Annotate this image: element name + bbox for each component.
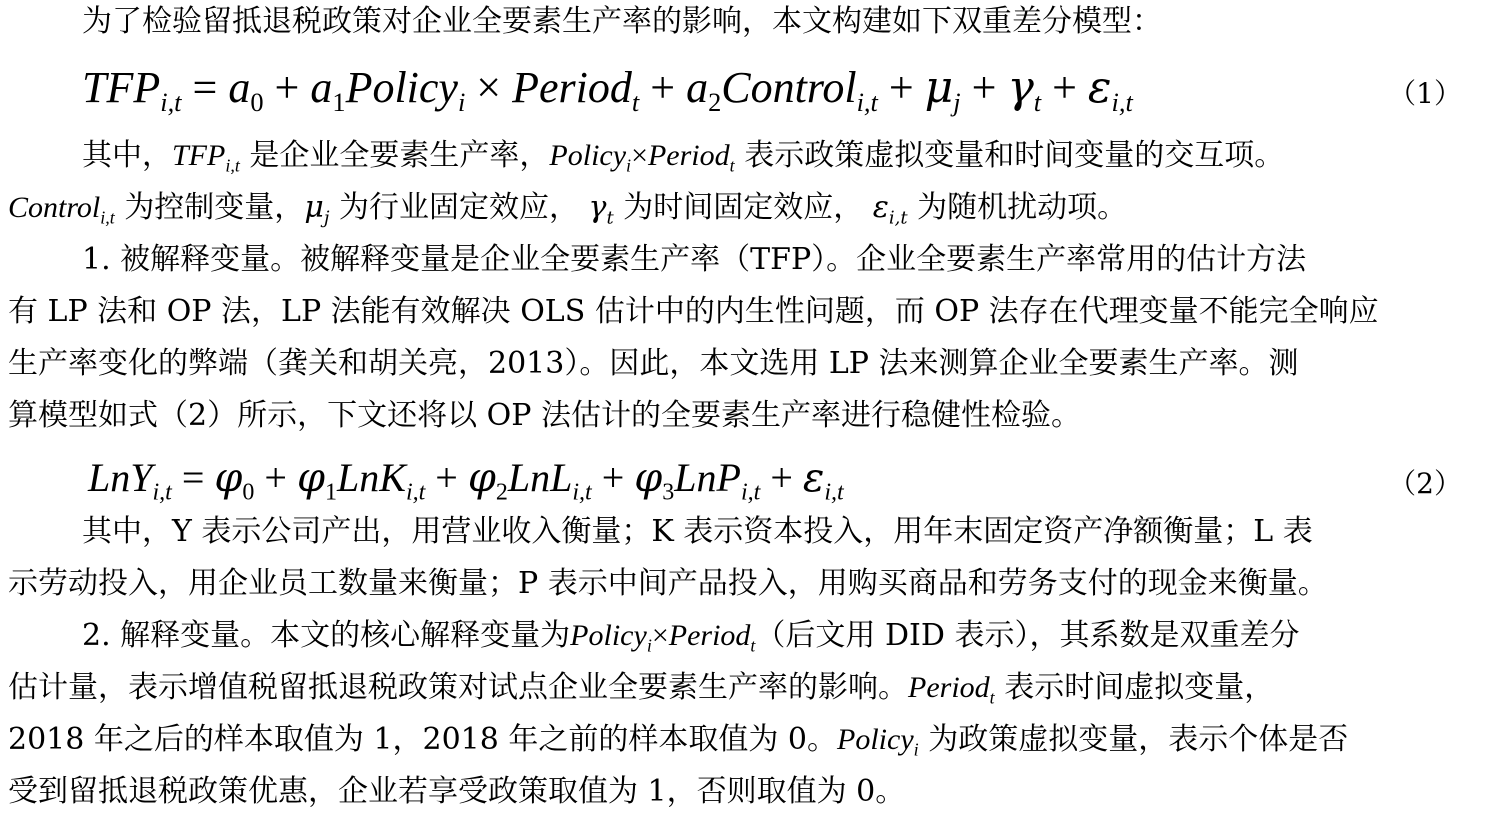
- para1-line1: 其中，$TFP_{i,t}$ 是企业全要素生产率，Policy$_i$×Period$_t$ 表示政策虚拟变量和时间变量的交互项。: [82, 138, 1285, 176]
- para3-line1: 其中，Y 表示公司产出，用营业收入衡量；K 表示资本投入，用年末固定资产净额衡量；L 表: [82, 514, 1313, 549]
- para3-line2: 示劳动投入，用企业员工数量来衡量；P 表示中间产品投入，用购买商品和劳务支付的现金来衡量。: [8, 566, 1328, 601]
- para2-line3: 生产率变化的弊端（龚关和胡关亮，2013）。因此，本文选用 LP 法来测算企业全要素生产率。测: [8, 346, 1299, 381]
- equation-2: $LnY_{i,t} = \varphi_0 + \varphi_1LnK_{i,t} + \varphi_2LnL_{i,t} + \varphi_3LnP_{i,t} + \varepsilon_{i,t}$: [88, 455, 844, 506]
- para4-line3: 2018 年之后的样本取值为 1，2018 年之前的样本取值为 0。Policy$_i$ 为政策虚拟变量，表示个体是否: [8, 722, 1349, 760]
- para1-line2: Control$_{i,t}$ 为控制变量，$\mu_j$ 为行业固定效应， $\gamma_t$ 为时间固定效应， $\varepsilon_{i,t}$ 为随机扰动项。: [8, 190, 1128, 228]
- para2-line4: 算模型如式（2）所示，下文还将以 OP 法估计的全要素生产率进行稳健性检验。: [8, 398, 1081, 433]
- para4-line4: 受到留抵退税政策优惠，企业若享受政策取值为 1，否则取值为 0。: [8, 774, 906, 809]
- para2-line2: 有 LP 法和 OP 法，LP 法能有效解决 OLS 估计中的内生性问题，而 OP 法存在代理变量不能完全响应: [8, 294, 1379, 329]
- para4-line2: 估计量，表示增值税留抵退税政策对试点企业全要素生产率的影响。Period$_t$ 表示时间虚拟变量，: [8, 670, 1275, 708]
- equation-1-number: （1）: [1388, 77, 1462, 110]
- para4-line1: 2. 解释变量。本文的核心解释变量为Policy$_i$×Period$_t$（后文用 DID 表示），其系数是双重差分: [82, 618, 1300, 656]
- equation-1: $TFP_{i,t} = a_0$ + $a_1Policy_i$ × Period$_t$ + $a_2Control_{i,t} + \mu_j + \gamma_t + \varepsilon_{i,t}$: [82, 62, 1133, 118]
- equation-2-number: （2）: [1388, 467, 1462, 500]
- intro-paragraph: 为了检验留抵退税政策对企业全要素生产率的影响，本文构建如下双重差分模型：: [82, 4, 1162, 39]
- para2-line1: 1. 被解释变量。被解释变量是企业全要素生产率（TFP）。企业全要素生产率常用的估计方法: [82, 242, 1307, 277]
